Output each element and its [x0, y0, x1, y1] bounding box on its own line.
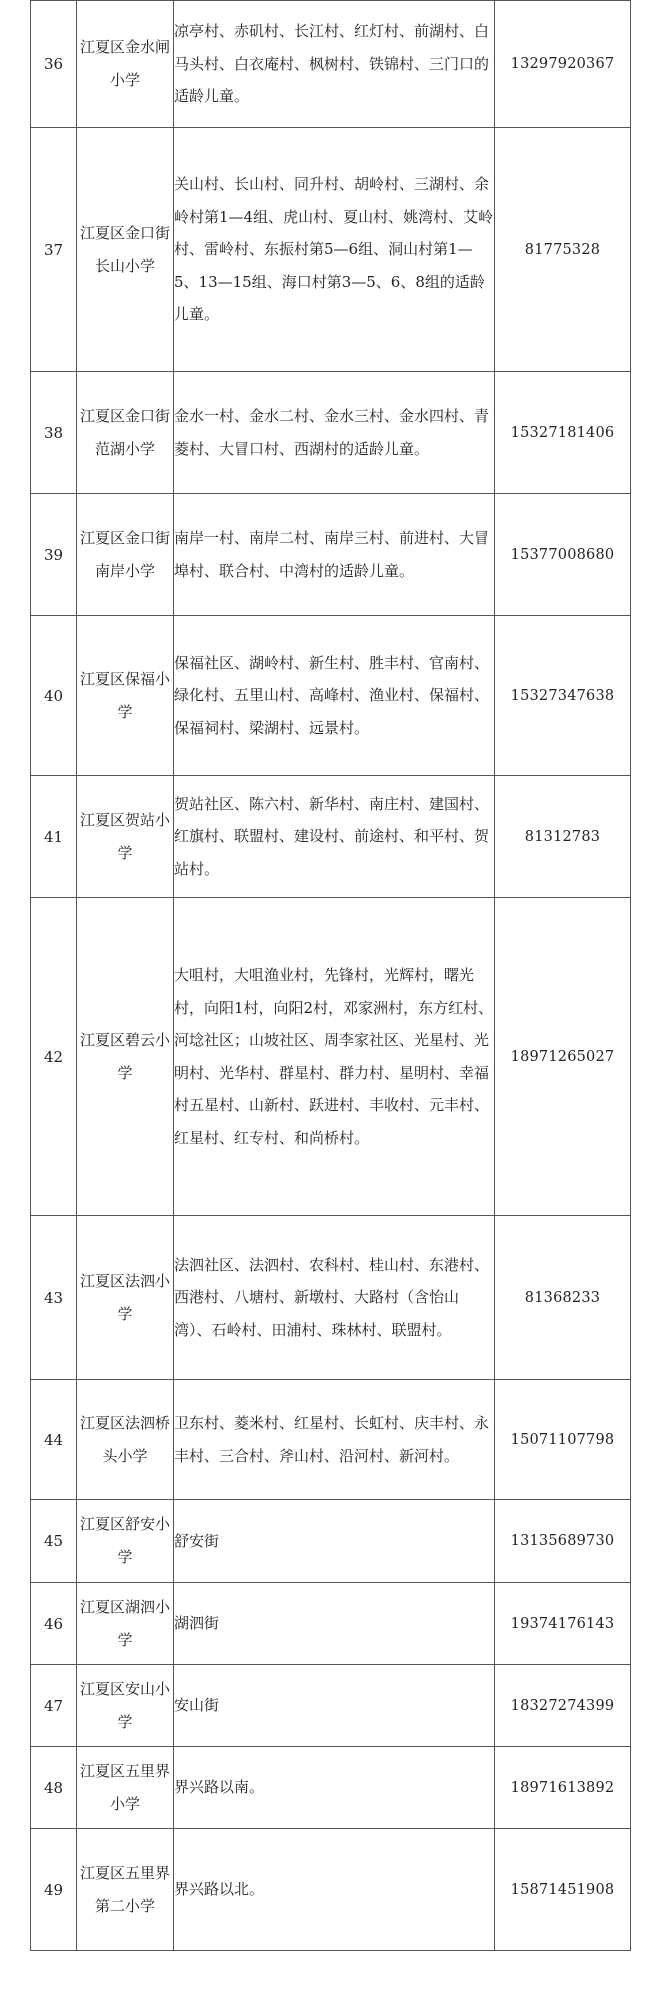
school-name: 江夏区法泗小学 [77, 1216, 174, 1380]
school-name: 江夏区金口街范湖小学 [77, 372, 174, 494]
contact-phone: 13135689730 [495, 1500, 631, 1583]
school-name: 江夏区金口街长山小学 [77, 128, 174, 372]
enrollment-area: 界兴路以北。 [174, 1829, 495, 1951]
table-row [31, 898, 631, 1216]
contact-phone: 81775328 [495, 128, 631, 372]
enrollment-area: 保福社区、湖岭村、新生村、胜丰村、官南村、绿化村、五里山村、高峰村、渔业村、保福村、保福祠村、梁湖村、远景村。 [174, 616, 495, 776]
contact-phone: 18971613892 [495, 1747, 631, 1829]
table-row [31, 128, 631, 372]
table-row [31, 494, 631, 616]
row-number: 43 [31, 1216, 77, 1380]
contact-phone: 15327181406 [495, 372, 631, 494]
school-name: 江夏区碧云小学 [77, 898, 174, 1216]
contact-phone: 15327347638 [495, 616, 631, 776]
table-row [31, 1, 631, 128]
enrollment-area: 湖泗街 [174, 1583, 495, 1665]
enrollment-area: 界兴路以南。 [174, 1747, 495, 1829]
row-number: 47 [31, 1665, 77, 1747]
row-number: 40 [31, 616, 77, 776]
table-row [31, 1500, 631, 1583]
school-name: 江夏区五里界小学 [77, 1747, 174, 1829]
school-name: 江夏区金口街南岸小学 [77, 494, 174, 616]
school-name: 江夏区舒安小学 [77, 1500, 174, 1583]
contact-phone: 18327274399 [495, 1665, 631, 1747]
table-row [31, 1747, 631, 1829]
row-number: 41 [31, 776, 77, 898]
school-name: 江夏区湖泗小学 [77, 1583, 174, 1665]
table-row [31, 1380, 631, 1500]
table-row [31, 372, 631, 494]
row-number: 38 [31, 372, 77, 494]
contact-phone: 19374176143 [495, 1583, 631, 1665]
table-row [31, 1216, 631, 1380]
contact-phone: 81312783 [495, 776, 631, 898]
row-number: 48 [31, 1747, 77, 1829]
school-name: 江夏区金水闸小学 [77, 1, 174, 128]
table-row [31, 1665, 631, 1747]
enrollment-area: 法泗社区、法泗村、农科村、桂山村、东港村、西港村、八塘村、新墩村、大路村（含怡山湾）、石岭村、田浦村、珠林村、联盟村。 [174, 1216, 495, 1380]
row-number: 45 [31, 1500, 77, 1583]
school-district-table [30, 0, 631, 1951]
school-name: 江夏区保福小学 [77, 616, 174, 776]
enrollment-area: 南岸一村、南岸二村、南岸三村、前进村、大冒埠村、联合村、中湾村的适龄儿童。 [174, 494, 495, 616]
table-row [31, 1583, 631, 1665]
table-row [31, 1829, 631, 1951]
row-number: 42 [31, 898, 77, 1216]
table-row [31, 776, 631, 898]
school-name: 江夏区法泗桥头小学 [77, 1380, 174, 1500]
enrollment-area: 关山村、长山村、同升村、胡岭村、三湖村、余岭村第1—4组、虎山村、夏山村、姚湾村、艾岭村、雷岭村、东振村第5—6组、洞山村第1—5、13—15组、海口村第3—5、6、8组的适龄儿童。 [174, 128, 495, 372]
contact-phone: 18971265027 [495, 898, 631, 1216]
contact-phone: 15071107798 [495, 1380, 631, 1500]
contact-phone: 81368233 [495, 1216, 631, 1380]
row-number: 36 [31, 1, 77, 128]
enrollment-area: 贺站社区、陈六村、新华村、南庄村、建国村、红旗村、联盟村、建设村、前途村、和平村、贺站村。 [174, 776, 495, 898]
row-number: 49 [31, 1829, 77, 1951]
enrollment-area: 凉亭村、赤矶村、长江村、红灯村、前湖村、白马头村、白衣庵村、枫树村、铁锦村、三门口的适龄儿童。 [174, 1, 495, 128]
contact-phone: 15377008680 [495, 494, 631, 616]
school-name: 江夏区贺站小学 [77, 776, 174, 898]
row-number: 46 [31, 1583, 77, 1665]
contact-phone: 15871451908 [495, 1829, 631, 1951]
school-name: 江夏区五里界第二小学 [77, 1829, 174, 1951]
enrollment-area: 大咀村，大咀渔业村，先锋村，光辉村，曙光村，向阳1村，向阳2村，邓家洲村，东方红村、河埝社区；山坡社区、周李家社区、光星村、光明村、光华村、群星村、群力村、星明村、幸福村五星村、山新村、跃进村、丰收村、元丰村、红星村、红专村、和尚桥村。 [174, 898, 495, 1216]
row-number: 39 [31, 494, 77, 616]
table-row [31, 616, 631, 776]
enrollment-area: 舒安街 [174, 1500, 495, 1583]
school-name: 江夏区安山小学 [77, 1665, 174, 1747]
enrollment-area: 卫东村、菱米村、红星村、长虹村、庆丰村、永丰村、三合村、斧山村、沿河村、新河村。 [174, 1380, 495, 1500]
row-number: 44 [31, 1380, 77, 1500]
row-number: 37 [31, 128, 77, 372]
enrollment-area: 金水一村、金水二村、金水三村、金水四村、青菱村、大冒口村、西湖村的适龄儿童。 [174, 372, 495, 494]
enrollment-area: 安山街 [174, 1665, 495, 1747]
contact-phone: 13297920367 [495, 1, 631, 128]
